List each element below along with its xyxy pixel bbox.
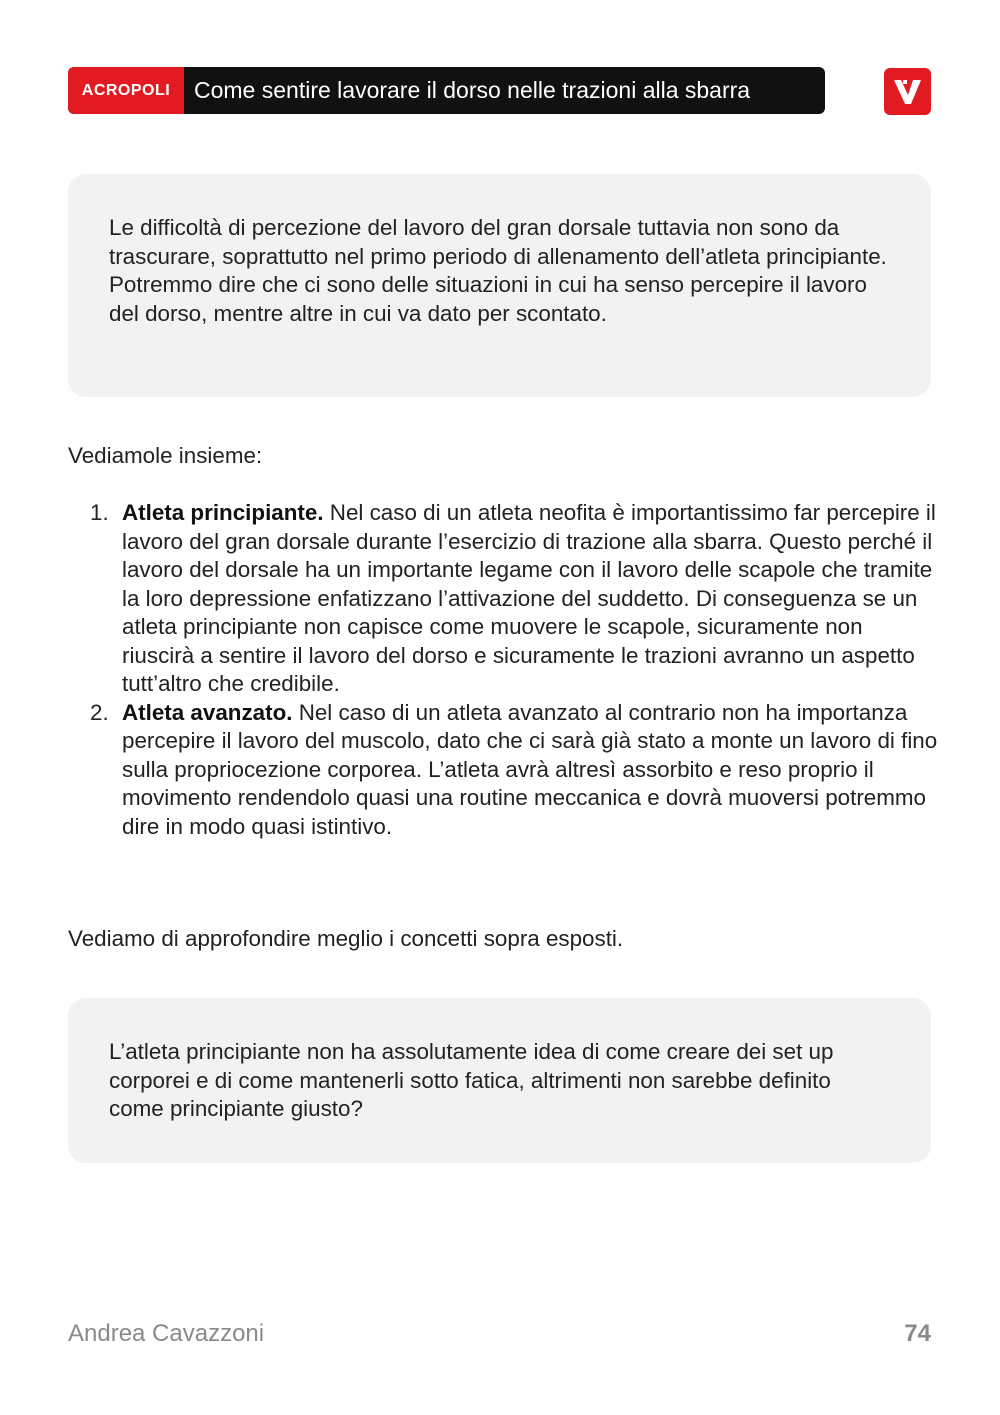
list-item <box>90 699 940 842</box>
v-logo-icon <box>884 68 931 115</box>
list-item-number: 2. <box>90 699 109 725</box>
callout-text-2: L’atleta principiante non ha assolutamente idea di come creare dei set up corporei e di come mantenerli sotto fatica, altrimenti non sarebbe definito come principiante giusto? <box>109 1039 834 1121</box>
list-item <box>90 499 940 699</box>
list-item-title: Atleta principiante. <box>122 500 330 525</box>
chapter-header <box>68 67 825 114</box>
list-item-text: Nel caso di un atleta neofita è importantissimo far percepire il lavoro del gran dorsale durante l’esercizio di trazione alla sbarra. Questo perché il lavoro del dorsale ha un importante legame con il lavoro delle scapole che tramite la loro depressione enfatizzano l’attivazione del suddetto. Di conseguenza se un atleta principiante non capisce come muovere le scapole, sicuramente non riuscirà a sentire il lavoro del dorso e sicuramente le trazioni avranno un aspetto tutt’altro che credibile. <box>122 500 936 696</box>
list-item-text: Nel caso di un atleta avanzato al contrario non ha importanza percepire il lavoro del muscolo, dato che ci sarà già stato a monte un lavoro di fino sulla propriocezione corporea. L’atleta avrà altresì assorbito e reso proprio il movimento rendendolo quasi una routine meccanica e dovrà muoversi potremmo dire in modo quasi istintivo. <box>122 699 938 839</box>
callout-box-2 <box>68 998 931 1163</box>
outro-paragraph: Vediamo di approfondire meglio i concetti sopra esposti. <box>68 926 624 951</box>
page-number: 74 <box>904 1320 931 1347</box>
section-tag: ACROPOLI <box>68 67 184 114</box>
intro-paragraph: Vediamole insieme: <box>68 443 263 468</box>
numbered-list <box>90 499 940 841</box>
callout-box-1 <box>68 174 931 397</box>
v-logo-glyph <box>892 77 924 107</box>
footer-author: Andrea Cavazzoni <box>68 1320 265 1347</box>
list-item-number: 1. <box>90 500 109 525</box>
callout-text-1: Le difficoltà di percezione del lavoro del gran dorsale tuttavia non sono da trascurare, soprattutto nel primo periodo di allenamento dell’atleta principiante. Potremmo dire che ci sono delle situazioni in cui ha senso percepire il lavoro del dorso, mentre altre in cui va dato per scontato. <box>109 215 887 326</box>
list-item-title: Atleta avanzato. <box>122 699 299 725</box>
chapter-title: Come sentire lavorare il dorso nelle trazioni alla sbarra <box>194 77 751 103</box>
